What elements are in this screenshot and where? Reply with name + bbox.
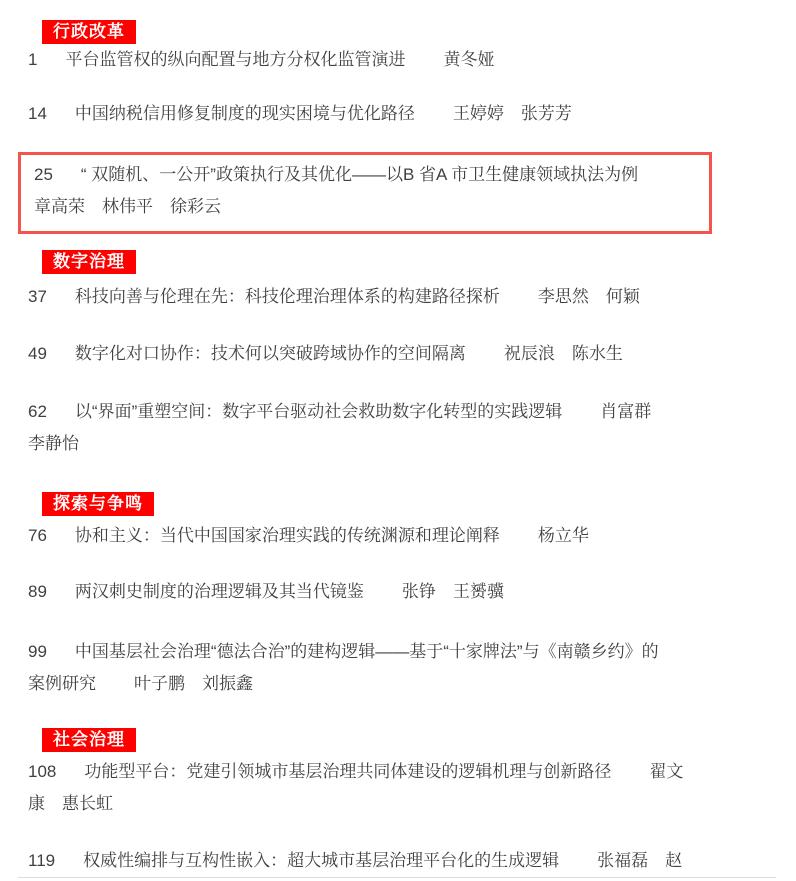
toc-entry-99[interactable] (18, 636, 796, 700)
entry-title: 数字化对口协作：技术何以突破跨域协作的空间隔离 (74, 344, 466, 363)
toc-entry-14[interactable] (18, 98, 796, 130)
toc-entry-108[interactable] (18, 756, 796, 820)
entry-title: 中国纳税信用修复制度的现实困境与优化路径 (74, 104, 415, 123)
entry-authors: 肖富群 (600, 402, 652, 421)
badge-social-governance: 社会治理 (42, 728, 136, 752)
bottom-divider (18, 877, 776, 878)
entry-authors: 黄冬娅 (443, 50, 495, 69)
entry-number: 49 (28, 344, 47, 363)
entry-authors: 李思然 何颖 (537, 287, 640, 306)
entry-title: 功能型平台：党建引领城市基层治理共同体建设的逻辑机理与创新路径 (84, 762, 612, 781)
entry-number: 89 (28, 582, 47, 601)
entry-title: 科技向善与伦理在先：科技伦理治理体系的构建路径探析 (74, 287, 500, 306)
toc-entry-25[interactable] (34, 159, 709, 223)
badge-administrative-reform: 行政改革 (42, 20, 136, 44)
entry-title: 平台监管权的纵向配置与地方分权化监管演进 (65, 50, 406, 69)
entry-title: 权威性编排与互构性嵌入：超大城市基层治理平台化的生成逻辑 (83, 851, 560, 870)
entry-number: 119 (28, 851, 56, 870)
badge-exploration-debate: 探索与争鸣 (42, 492, 154, 516)
entry-authors: 杨立华 (537, 526, 589, 545)
entry-number: 76 (28, 526, 47, 545)
entry-title: 案例研究 (28, 674, 96, 693)
entry-number: 108 (28, 762, 57, 781)
entry-authors: 李静怡 (28, 434, 79, 453)
highlight-box (18, 152, 712, 234)
section-digital-governance (18, 234, 796, 460)
section-administrative-reform (18, 20, 796, 234)
badge-digital-governance: 数字治理 (42, 250, 136, 274)
entry-title: 协和主义：当代中国国家治理实践的传统渊源和理论阐释 (74, 526, 500, 545)
entry-authors: 翟文 (649, 762, 684, 781)
toc-entry-37[interactable] (18, 281, 796, 313)
toc-entry-1[interactable] (18, 44, 796, 76)
entry-number: 1 (28, 50, 38, 69)
toc-entry-49[interactable] (18, 338, 796, 370)
entry-authors: 张福磊 赵 (597, 851, 683, 870)
entry-authors: 张铮 王赟骥 (401, 582, 504, 601)
toc-entry-89[interactable] (18, 576, 796, 608)
section-exploration-debate (18, 460, 796, 700)
entry-number: 99 (28, 642, 47, 661)
entry-title: 两汉刺史制度的治理逻辑及其当代镜鉴 (74, 582, 364, 601)
entry-authors: 叶子鹏 刘振鑫 (134, 674, 253, 693)
section-social-governance (18, 700, 796, 877)
entry-title: 中国基层社会治理“德法合治”的建构逻辑——基于“十家牌法”与《南赣乡约》的 (74, 642, 659, 661)
entry-authors: 康 惠长虹 (28, 794, 113, 813)
toc-entry-119[interactable] (18, 845, 796, 877)
toc-entry-62[interactable] (18, 396, 796, 460)
entry-authors: 祝辰浪 陈水生 (503, 344, 623, 363)
entry-number: 14 (28, 104, 47, 123)
entry-authors: 章高荣 林伟平 徐彩云 (34, 197, 221, 216)
entry-authors: 王婷婷 张芳芳 (452, 104, 572, 123)
entry-number: 25 (34, 165, 53, 184)
entry-title: “ 双随机、一公开”政策执行及其优化——以B 省A 市卫生健康领域执法为例 (80, 165, 639, 184)
toc-entry-76[interactable] (18, 520, 796, 552)
entry-number: 37 (28, 287, 47, 306)
entry-number: 62 (28, 402, 47, 421)
entry-title: 以“界面”重塑空间：数字平台驱动社会救助数字化转型的实践逻辑 (74, 402, 563, 421)
